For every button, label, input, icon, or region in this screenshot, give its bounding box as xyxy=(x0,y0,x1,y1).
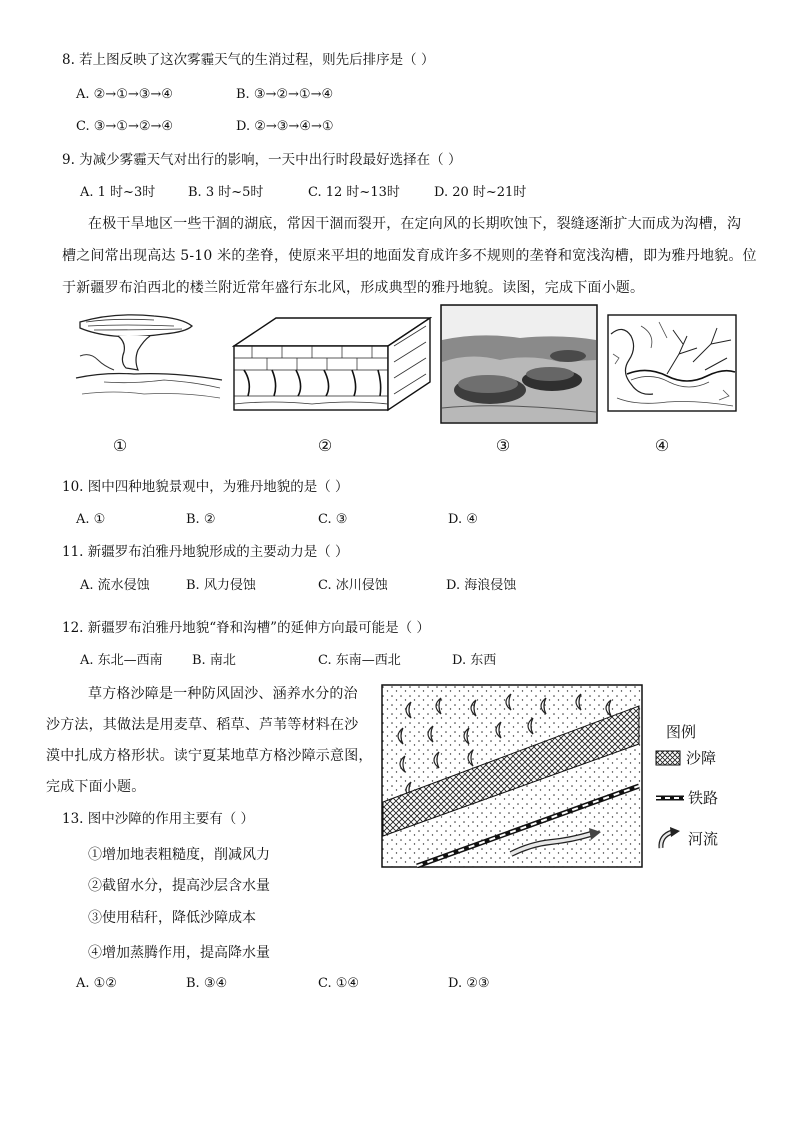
q13-statement-2: ②截留水分，提高沙层含水量 xyxy=(88,878,270,894)
legend-river-swatch xyxy=(656,824,682,850)
legend-sand-barrier-label: 沙障 xyxy=(686,749,717,767)
q11-option-c: C. 冰川侵蚀 xyxy=(318,578,388,593)
passage1-line-1: 在极干旱地区一些干涸的湖底，常因干涸而裂开，在定向风的长期吹蚀下，裂缝逐渐扩大而成为沟槽，沟 xyxy=(88,216,742,232)
q13-option-c: C. ①④ xyxy=(318,976,360,991)
figure1-label-3: ③ xyxy=(495,436,511,455)
landform-sketch-1 xyxy=(74,308,224,418)
q13-stem: 13. 图中沙障的作用主要有（ ） xyxy=(62,811,255,827)
legend-title: 图例 xyxy=(666,723,697,741)
passage1-line-2: 槽之间常出现高达 5-10 米的垄脊，使原来平坦的地面发育成许多不规则的垄脊和宽浅沟槽，即为雅丹地貌。位 xyxy=(62,248,757,264)
passage2-line-2: 沙方法，其做法是用麦草、稻草、芦苇等材料在沙 xyxy=(46,717,359,733)
passage2-line-4: 完成下面小题。 xyxy=(46,779,146,795)
q8-option-b: B. ③→②→①→④ xyxy=(236,87,334,102)
figure1-label-2: ② xyxy=(317,436,333,455)
q12-option-b: B. 南北 xyxy=(192,653,236,668)
legend-river-label: 河流 xyxy=(688,830,719,848)
q9-option-a: A. 1 时~3时 xyxy=(80,185,156,200)
passage2-line-3: 漠中扎成方格形状。读宁夏某地草方格沙障示意图， xyxy=(46,748,373,764)
q13-statement-4: ④增加蒸腾作用，提高降水量 xyxy=(88,945,270,961)
q13-option-b: B. ③④ xyxy=(186,976,228,991)
q13-statement-3: ③使用秸秆，降低沙障成本 xyxy=(88,910,256,926)
q11-option-d: D. 海浪侵蚀 xyxy=(446,578,517,593)
q8-stem: 8. 若上图反映了这次雾霾天气的生消过程，则先后排序是（ ） xyxy=(62,52,435,68)
landform-sketch-2 xyxy=(232,316,432,414)
q9-option-c: C. 12 时~13时 xyxy=(308,185,400,200)
landform-sketch-4 xyxy=(607,314,737,412)
q10-stem: 10. 图中四种地貌景观中，为雅丹地貌的是（ ） xyxy=(62,479,349,495)
landform-photo-3 xyxy=(440,304,598,424)
q13-option-d: D. ②③ xyxy=(448,976,490,991)
q12-stem: 12. 新疆罗布泊雅丹地貌“脊和沟槽”的延伸方向最可能是（ ） xyxy=(62,620,430,636)
q9-stem: 9. 为减少雾霾天气对出行的影响，一天中出行时段最好选择在（ ） xyxy=(62,152,462,168)
legend-sand-barrier-swatch xyxy=(655,750,681,766)
q11-option-a: A. 流水侵蚀 xyxy=(80,578,150,593)
figure1-label-4: ④ xyxy=(654,436,670,455)
q11-option-b: B. 风力侵蚀 xyxy=(186,578,256,593)
q12-option-d: D. 东西 xyxy=(452,653,497,668)
figure1-label-1: ① xyxy=(112,436,128,455)
q10-option-d: D. ④ xyxy=(448,512,478,527)
legend-railway-label: 铁路 xyxy=(688,789,719,807)
legend-railway-swatch xyxy=(655,792,685,804)
q8-option-a: A. ②→①→③→④ xyxy=(76,87,173,102)
q8-option-c: C. ③→①→②→④ xyxy=(76,119,174,134)
q11-stem: 11. 新疆罗布泊雅丹地貌形成的主要动力是（ ） xyxy=(62,544,349,560)
q10-option-b: B. ② xyxy=(186,512,216,527)
q10-option-a: A. ① xyxy=(76,512,106,527)
sand-barrier-map xyxy=(381,684,643,868)
q10-option-c: C. ③ xyxy=(318,512,348,527)
q9-option-d: D. 20 时~21时 xyxy=(434,185,527,200)
q9-option-b: B. 3 时~5时 xyxy=(188,185,264,200)
q12-option-c: C. 东南—西北 xyxy=(318,653,401,668)
q13-statement-1: ①增加地表粗糙度，削减风力 xyxy=(88,847,270,863)
passage2-line-1: 草方格沙障是一种防风固沙、涵养水分的治 xyxy=(88,686,358,702)
q8-option-d: D. ②→③→④→① xyxy=(236,119,334,134)
q12-option-a: A. 东北—西南 xyxy=(80,653,163,668)
passage1-line-3: 于新疆罗布泊西北的楼兰附近常年盛行东北风，形成典型的雅丹地貌。读图，完成下面小题。 xyxy=(62,280,645,296)
q13-option-a: A. ①② xyxy=(76,976,117,991)
